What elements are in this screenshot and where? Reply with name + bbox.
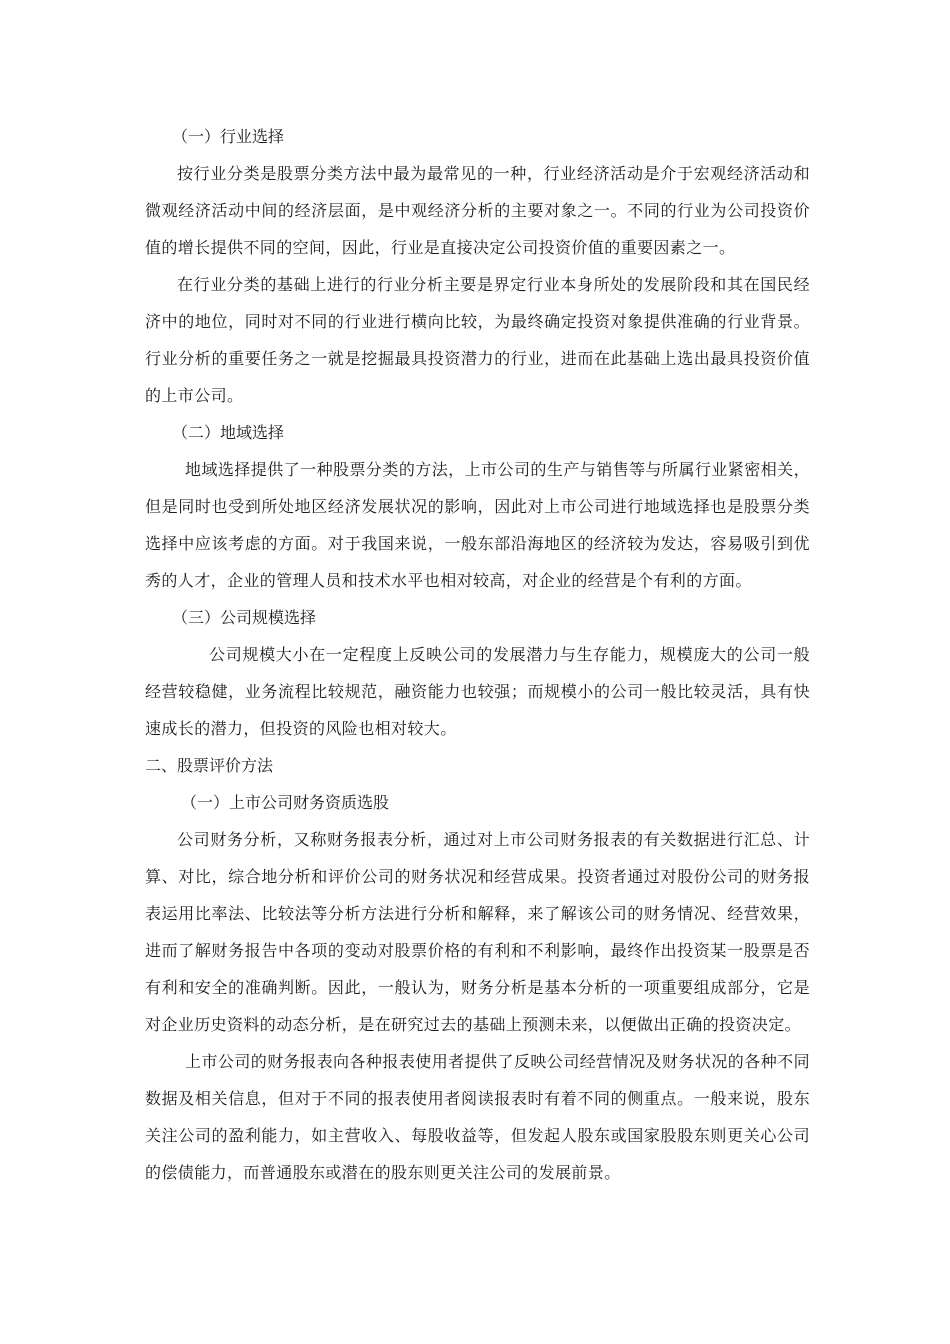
section-heading-evaluation-methods: 二、股票评价方法 bbox=[145, 756, 274, 775]
paragraph-company-size: 公司规模大小在一定程度上反映公司的发展潜力与生存能力，规模庞大的公司一般经营较稳健，业务流程比较规范，融资能力也较强；而规模小的公司一般比较灵活，具有快速成长的潜力，但投资的风险也相对较大。 bbox=[145, 645, 810, 738]
section-heading-financial-quality: （一）上市公司财务资质选股 bbox=[181, 793, 390, 812]
paragraph-industry-classification: 按行业分类是股票分类方法中最为最常见的一种，行业经济活动是介于宏观经济活动和微观经济活动中间的经济层面，是中观经济分析的主要对象之一。不同的行业为公司投资价值的增长提供不同的空间，因此，行业是直接决定公司投资价值的重要因素之一。 bbox=[145, 164, 810, 257]
section-heading-region: （二）地域选择 bbox=[172, 423, 285, 442]
paragraph-region-selection: 地域选择提供了一种股票分类的方法，上市公司的生产与销售等与所属行业紧密相关，但是同时也受到所处地区经济发展状况的影响，因此对上市公司进行地域选择也是股票分类选择中应该考虑的方面。对于我国来说，一般东部沿海地区的经济较为发达，容易吸引到优秀的人才，企业的管理人员和技术水平也相对较高，对企业的经营是个有利的方面。 bbox=[145, 460, 810, 590]
paragraph-financial-analysis: 公司财务分析，又称财务报表分析，通过对上市公司财务报表的有关数据进行汇总、计算、对比，综合地分析和评价公司的财务状况和经营成果。投资者通过对股份公司的财务报表运用比率法、比较法等分析方法进行分析和解释，来了解该公司的财务情况、经营效果，进而了解财务报告中各项的变动对股票价格的有利和不利影响，最终作出投资某一股票是否有利和安全的准确判断。因此，一般认为，财务分析是基本分析的一项重要组成部分，它是对企业历史资料的动态分析，是在研究过去的基础上预测未来，以便做出正确的投资决定。 bbox=[145, 830, 810, 1034]
section-heading-industry: （一）行业选择 bbox=[172, 127, 285, 146]
paragraph-industry-analysis: 在行业分类的基础上进行的行业分析主要是界定行业本身所处的发展阶段和其在国民经济中的地位，同时对不同的行业进行横向比较，为最终确定投资对象提供准确的行业背景。行业分析的重要任务之一就是挖掘最具投资潜力的行业，进而在此基础上选出最具投资价值的上市公司。 bbox=[145, 275, 810, 405]
document-body bbox=[145, 118, 810, 1191]
paragraph-financial-statements: 上市公司的财务报表向各种报表使用者提供了反映公司经营情况及财务状况的各种不同数据及相关信息，但对于不同的报表使用者阅读报表时有着不同的侧重点。一般来说，股东关注公司的盈利能力，如主营收入、每股收益等，但发起人股东或国家股股东则更关心公司的偿债能力，而普通股东或潜在的股东则更关注公司的发展前景。 bbox=[145, 1052, 810, 1182]
section-heading-company-size: （三）公司规模选择 bbox=[172, 608, 317, 627]
